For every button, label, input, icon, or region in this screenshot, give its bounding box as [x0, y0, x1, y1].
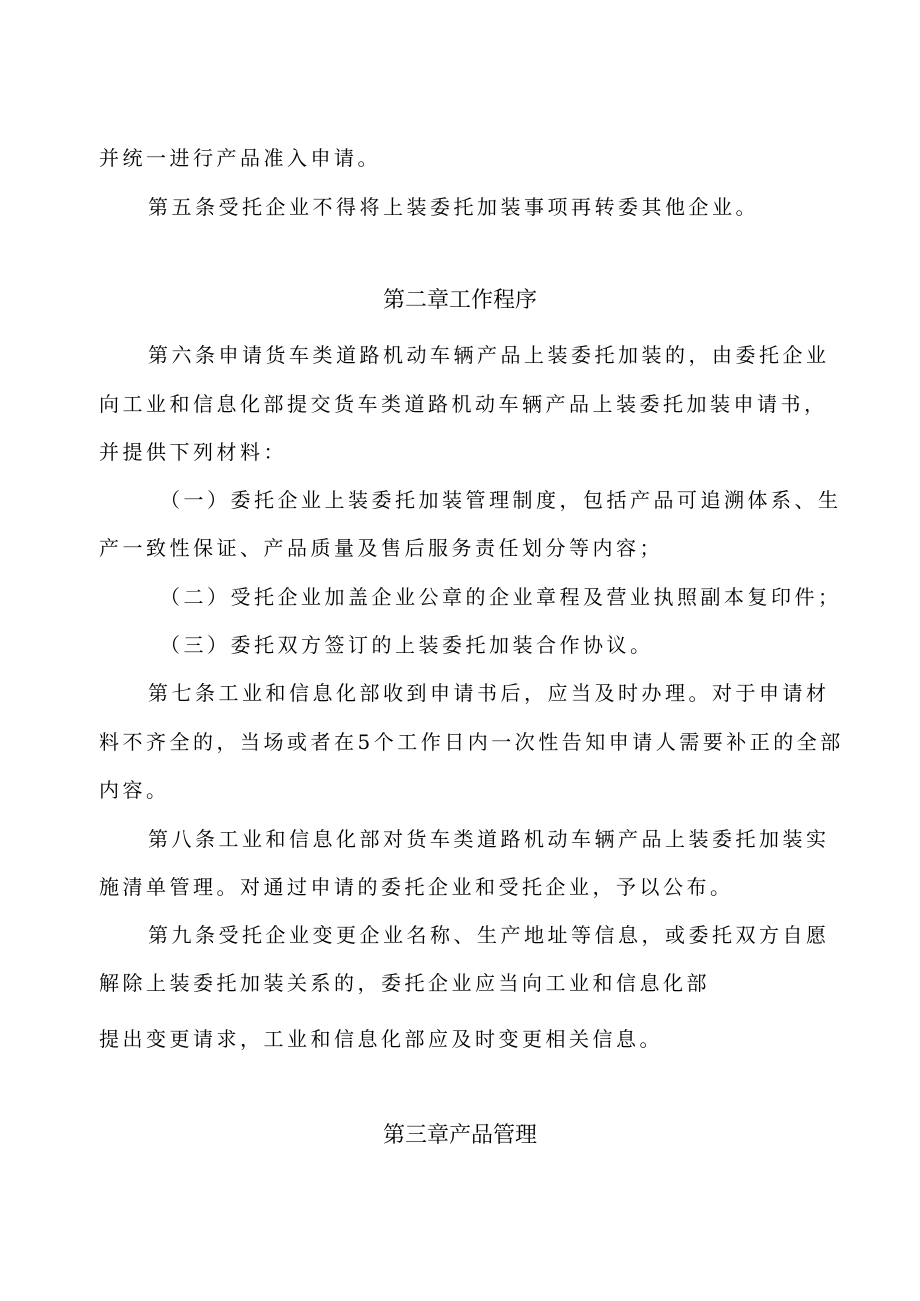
- chapter-3-heading: 第三章产品管理: [382, 1123, 537, 1148]
- paragraph-line: 施清单管理。对通过申请的委托企业和受托企业，予以公布。: [99, 875, 734, 899]
- item-1-line: （一）委托企业上装委托加装管理制度，包括产品可追溯体系、生: [160, 488, 842, 512]
- article-6-line: 第六条申请货车类道路机动车辆产品上装委托加装的，由委托企业: [148, 343, 830, 367]
- item-2-line: （二）受托企业加盖企业公章的企业章程及营业执照副本复印件；: [160, 585, 842, 609]
- paragraph-line: 向工业和信息化部提交货车类道路机动车辆产品上装委托加装申请书，: [99, 392, 828, 416]
- article-8-line: 第八条工业和信息化部对货车类道路机动车辆产品上装委托加装实: [148, 827, 830, 851]
- paragraph-line: 解除上装委托加装关系的，委托企业应当向工业和信息化部: [99, 971, 710, 995]
- paragraph-line: 料不齐全的，当场或者在5个工作日内一次性告知申请人需要补正的全部: [99, 730, 844, 754]
- chapter-2-heading: 第二章工作程序: [382, 288, 537, 313]
- paragraph-line: 并统一进行产品准入申请。: [99, 146, 381, 170]
- article-9-line: 第九条受托企业变更企业名称、生产地址等信息，或委托双方自愿: [148, 923, 830, 947]
- paragraph-line: 产一致性保证、产品质量及售后服务责任划分等内容；: [99, 536, 663, 560]
- paragraph-line: 内容。: [99, 778, 170, 802]
- article-5-line: 第五条受托企业不得将上装委托加装事项再转委其他企业。: [148, 195, 759, 219]
- article-7-line: 第七条工业和信息化部收到申请书后，应当及时办理。对于申请材: [148, 681, 830, 705]
- paragraph-line: 提出变更请求，工业和信息化部应及时变更相关信息。: [99, 1027, 663, 1051]
- paragraph-line: 并提供下列材料：: [99, 440, 287, 464]
- item-3-line: （三）委托双方签订的上装委托加装合作协议。: [160, 633, 654, 657]
